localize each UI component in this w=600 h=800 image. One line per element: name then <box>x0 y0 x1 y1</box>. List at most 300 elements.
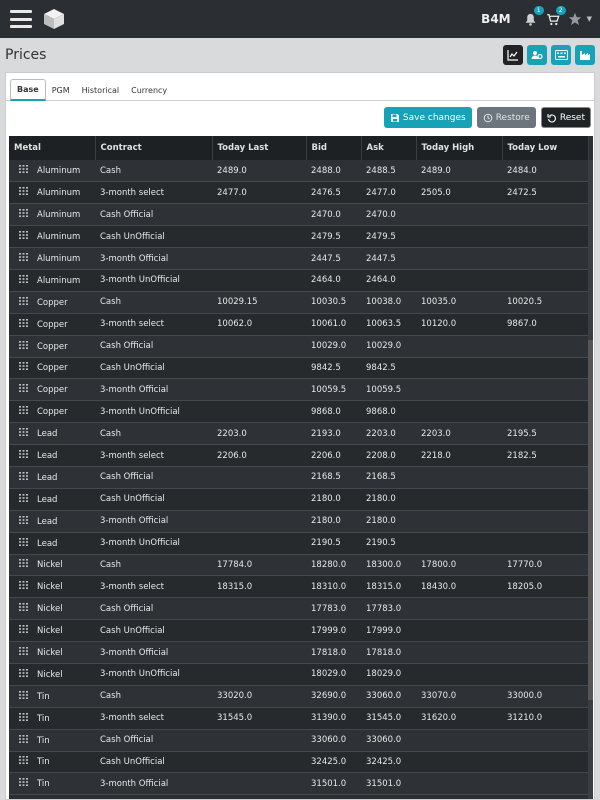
metal-label: Nickel <box>37 669 63 680</box>
metal-cell <box>9 379 95 401</box>
drag-handle-icon[interactable] <box>19 450 28 461</box>
table-cell: 10120.0 <box>421 319 457 330</box>
table-cell: 10030.5 <box>311 297 347 308</box>
table-cell: Cash <box>100 559 121 570</box>
table-cell <box>502 751 588 773</box>
table-row[interactable] <box>9 510 588 532</box>
column-header[interactable]: Today Low <box>502 136 588 160</box>
table-row[interactable] <box>9 685 588 707</box>
table-row[interactable] <box>9 466 588 488</box>
metal-cell <box>9 182 95 204</box>
column-header[interactable]: Today Last <box>212 136 306 160</box>
table-cell: 3-month Official <box>100 516 169 527</box>
metal-label: Copper <box>37 363 68 374</box>
drag-handle-icon[interactable] <box>19 406 28 417</box>
table-cell: 2479.5 <box>311 231 341 242</box>
metal-cell <box>9 620 95 642</box>
table-cell <box>416 379 502 401</box>
table-row[interactable] <box>9 620 588 642</box>
tab-base[interactable]: Base <box>10 79 46 101</box>
table-cell: 2489.0 <box>217 165 247 176</box>
drag-handle-icon[interactable] <box>19 165 28 176</box>
table-cell <box>416 226 502 248</box>
table-cell <box>502 598 588 620</box>
table-row[interactable] <box>9 445 588 467</box>
reset-label: Reset <box>559 112 585 123</box>
table-cell: 10035.0 <box>421 297 457 308</box>
table-cell: 10029.0 <box>366 341 402 352</box>
table-cell <box>212 642 306 664</box>
table-cell: Cash UnOfficial <box>100 231 165 242</box>
drag-handle-icon[interactable] <box>19 778 28 789</box>
table-cell <box>416 488 502 510</box>
table-cell: 2447.5 <box>311 253 341 264</box>
table-cell <box>502 466 588 488</box>
drag-handle-icon[interactable] <box>19 647 28 658</box>
chevron-down-icon[interactable]: ▼ <box>586 15 592 23</box>
table-cell: 2180.0 <box>311 494 341 505</box>
drag-handle-icon[interactable] <box>19 231 28 242</box>
table-cell: Cash Official <box>100 341 154 352</box>
metal-label: Nickel <box>37 560 63 571</box>
metal-cell <box>9 663 95 685</box>
table-cell: 17800.0 <box>421 559 457 570</box>
table-cell: 10029.15 <box>217 297 258 308</box>
drag-handle-icon[interactable] <box>19 713 28 724</box>
page-title: Prices <box>5 47 47 63</box>
table-row[interactable] <box>9 488 588 510</box>
table-cell <box>212 466 306 488</box>
table-cell <box>502 204 588 226</box>
table-cell: 2447.5 <box>366 253 396 264</box>
table-cell: 33070.0 <box>421 691 457 702</box>
action-bar <box>6 101 594 135</box>
drag-handle-icon[interactable] <box>19 669 28 680</box>
table-cell <box>212 204 306 226</box>
save-changes-button[interactable] <box>384 107 472 128</box>
drag-handle-icon[interactable] <box>19 362 28 373</box>
table-cell <box>212 269 306 291</box>
table-cell: 18029.0 <box>366 669 402 680</box>
table-cell <box>212 532 306 554</box>
metal-cell <box>9 204 95 226</box>
table-cell: 2195.5 <box>507 428 537 439</box>
table-cell: 10020.5 <box>507 297 543 308</box>
metal-label: Nickel <box>37 604 63 615</box>
restore-label: Restore <box>495 112 530 123</box>
metal-label: Lead <box>37 429 58 440</box>
table-cell: 2470.0 <box>366 209 396 220</box>
table-cell <box>502 335 588 357</box>
table-cell <box>502 269 588 291</box>
metal-cell <box>9 532 95 554</box>
table-row[interactable] <box>9 313 588 335</box>
table-cell: 31210.0 <box>507 713 543 724</box>
column-header[interactable]: Bid <box>306 136 361 160</box>
metal-cell <box>9 466 95 488</box>
metal-cell <box>9 313 95 335</box>
table-cell <box>212 357 306 379</box>
drag-handle-icon[interactable] <box>19 472 28 483</box>
table-cell: 10059.5 <box>311 384 347 395</box>
table-row[interactable] <box>9 532 588 554</box>
metal-cell <box>9 335 95 357</box>
tab-currency[interactable]: Currency <box>131 86 168 95</box>
table-cell: Cash UnOfficial <box>100 756 165 767</box>
page-header <box>0 38 600 72</box>
table-cell: 2203.0 <box>366 428 396 439</box>
metal-cell <box>9 248 95 270</box>
table-cell: 33020.0 <box>217 691 253 702</box>
table-cell: 31620.0 <box>421 713 457 724</box>
undo-icon <box>547 113 557 123</box>
table-cell: 17818.0 <box>366 647 402 658</box>
table-cell: 32425.0 <box>366 756 402 767</box>
table-row[interactable] <box>9 663 588 685</box>
metal-label: Copper <box>37 341 68 352</box>
metal-cell <box>9 554 95 576</box>
metal-label: Aluminum <box>37 166 81 177</box>
metal-label: Nickel <box>37 582 63 593</box>
metal-cell <box>9 576 95 598</box>
table-row[interactable] <box>9 576 588 598</box>
table-header-row <box>9 136 588 160</box>
table-cell: 2489.0 <box>421 165 451 176</box>
drag-handle-icon[interactable] <box>19 187 28 198</box>
drag-handle-icon[interactable] <box>19 209 28 220</box>
table-cell: Cash UnOfficial <box>100 362 165 373</box>
table-cell: 2476.5 <box>311 187 341 198</box>
cube-logo-icon[interactable] <box>42 7 66 31</box>
table-cell: 3-month Official <box>100 647 169 658</box>
notification-badge: 1 <box>534 6 544 15</box>
metal-label: Lead <box>37 516 58 527</box>
table-cell: 10063.5 <box>366 319 402 330</box>
table-cell <box>416 401 502 423</box>
metal-label: Nickel <box>37 626 63 637</box>
table-cell: 2180.0 <box>366 494 396 505</box>
table-row[interactable] <box>9 707 588 729</box>
table-cell <box>416 269 502 291</box>
table-cell: 17999.0 <box>311 625 347 636</box>
drag-handle-icon[interactable] <box>19 538 28 549</box>
drag-handle-icon[interactable] <box>19 428 28 439</box>
column-header[interactable]: Today High <box>416 136 502 160</box>
metal-cell <box>9 751 95 773</box>
metal-label: Lead <box>37 538 58 549</box>
table-cell: 2203.0 <box>217 428 247 439</box>
table-cell: 18315.0 <box>366 581 402 592</box>
table-cell <box>416 510 502 532</box>
table-cell <box>416 248 502 270</box>
table-row[interactable] <box>9 751 588 773</box>
table-cell <box>416 357 502 379</box>
keyboard-icon[interactable] <box>551 45 571 65</box>
table-cell: 18029.0 <box>311 669 347 680</box>
column-header[interactable]: Contract <box>95 136 212 160</box>
table-row[interactable] <box>9 248 588 270</box>
table-cell <box>416 598 502 620</box>
metal-label: Copper <box>37 385 68 396</box>
table-cell: 17770.0 <box>507 559 543 570</box>
table-cell: 2206.0 <box>311 450 341 461</box>
table-cell: 32425.0 <box>311 756 347 767</box>
scrollbar-thumb[interactable] <box>588 340 593 700</box>
table-cell <box>416 466 502 488</box>
table-cell: 2488.5 <box>366 165 396 176</box>
table-cell: 2505.0 <box>421 187 451 198</box>
table-cell <box>416 335 502 357</box>
table-cell: 3-month UnOfficial <box>100 669 180 680</box>
drag-handle-icon[interactable] <box>19 253 28 264</box>
table-cell: 2484.0 <box>507 165 537 176</box>
table-cell <box>502 729 588 751</box>
table-cell <box>212 620 306 642</box>
table-cell: 3-month Official <box>100 384 169 395</box>
table-cell: 3-month UnOfficial <box>100 275 180 286</box>
table-cell: 33000.0 <box>507 691 543 702</box>
reset-button[interactable] <box>541 107 591 128</box>
metal-label: Tin <box>37 779 50 790</box>
metal-label: Copper <box>37 407 68 418</box>
metal-label: Lead <box>37 451 58 462</box>
table-row[interactable] <box>9 291 588 313</box>
table-cell: 10062.0 <box>217 319 253 330</box>
table-cell <box>212 379 306 401</box>
table-cell: 18300.0 <box>366 559 402 570</box>
table-cell <box>502 663 588 685</box>
drag-handle-icon[interactable] <box>19 494 28 505</box>
table-row[interactable] <box>9 598 588 620</box>
prices-card <box>5 72 595 800</box>
metal-cell <box>9 445 95 467</box>
metal-label: Tin <box>37 735 50 746</box>
table-cell <box>212 751 306 773</box>
metal-cell <box>9 685 95 707</box>
history-icon <box>483 113 493 123</box>
table-row[interactable] <box>9 269 588 291</box>
industry-icon[interactable] <box>575 45 595 65</box>
table-cell: 2218.0 <box>421 450 451 461</box>
table-cell: 9842.5 <box>366 362 396 373</box>
table-cell: 3-month Official <box>100 778 169 789</box>
table-cell <box>212 729 306 751</box>
table-cell: 9868.0 <box>366 406 396 417</box>
table-cell: 2193.0 <box>311 428 341 439</box>
metal-label: Tin <box>37 757 50 768</box>
users-cog-icon[interactable] <box>527 45 547 65</box>
table-cell: 18280.0 <box>311 559 347 570</box>
table-cell: 10061.0 <box>311 319 347 330</box>
menu-icon[interactable] <box>10 8 32 30</box>
table-cell: 31545.0 <box>217 713 253 724</box>
table-cell: 32690.0 <box>311 691 347 702</box>
drag-handle-icon[interactable] <box>19 603 28 614</box>
table-cell <box>502 532 588 554</box>
table-cell: Cash Official <box>100 735 154 746</box>
table-cell: 31390.0 <box>311 713 347 724</box>
metal-label: Copper <box>37 319 68 330</box>
metal-cell <box>9 357 95 379</box>
tab-bar <box>6 73 594 101</box>
table-cell <box>502 773 588 795</box>
table-cell <box>212 226 306 248</box>
drag-handle-icon[interactable] <box>19 756 28 767</box>
table-cell <box>416 532 502 554</box>
table-cell: 17818.0 <box>311 647 347 658</box>
table-cell <box>212 663 306 685</box>
metal-label: Aluminum <box>37 275 81 286</box>
table-cell: 2206.0 <box>217 450 247 461</box>
table-cell: 2203.0 <box>421 428 451 439</box>
drag-handle-icon[interactable] <box>19 735 28 746</box>
table-cell: 33060.0 <box>366 691 402 702</box>
prices-table-container <box>9 136 593 800</box>
table-cell: 10038.0 <box>366 297 402 308</box>
drag-handle-icon[interactable] <box>19 516 28 527</box>
drag-handle-icon[interactable] <box>19 275 28 286</box>
metal-label: Aluminum <box>37 188 81 199</box>
table-cell <box>502 226 588 248</box>
table-row[interactable] <box>9 160 588 182</box>
table-row[interactable] <box>9 423 588 445</box>
table-cell <box>502 379 588 401</box>
cart-badge: 2 <box>556 6 566 15</box>
metal-label: Aluminum <box>37 254 81 264</box>
metal-cell <box>9 642 95 664</box>
table-cell: Cash <box>100 165 121 176</box>
table-row[interactable] <box>9 226 588 248</box>
table-cell: 33060.0 <box>366 735 402 746</box>
table-cell: 18315.0 <box>217 581 253 592</box>
table-cell: 3-month UnOfficial <box>100 538 180 549</box>
table-scrollbar[interactable] <box>588 160 593 800</box>
table-cell: 31501.0 <box>366 778 402 789</box>
table-cell: 2182.5 <box>507 450 537 461</box>
table-cell: 3-month select <box>100 319 165 330</box>
metal-label: Nickel <box>37 648 63 659</box>
drag-handle-icon[interactable] <box>19 341 28 352</box>
table-cell: Cash UnOfficial <box>100 494 165 505</box>
drag-handle-icon[interactable] <box>19 559 28 570</box>
restore-button[interactable] <box>477 107 536 128</box>
column-header[interactable]: Metal <box>9 136 95 160</box>
table-cell: 18205.0 <box>507 581 543 592</box>
table-cell: 18310.0 <box>311 581 347 592</box>
tab-historical[interactable]: Historical <box>81 86 120 95</box>
table-cell: 2472.5 <box>507 187 537 198</box>
table-cell: 17784.0 <box>217 559 253 570</box>
table-cell: 2208.0 <box>366 450 396 461</box>
table-row[interactable] <box>9 401 588 423</box>
table-cell: Cash Official <box>100 209 154 220</box>
table-cell: 2477.0 <box>217 187 247 198</box>
metal-label: Tin <box>37 691 50 702</box>
table-cell: 3-month select <box>100 713 165 724</box>
table-cell: 2190.5 <box>311 538 341 549</box>
save-changes-label: Save changes <box>402 112 466 123</box>
metal-label: Aluminum <box>37 210 81 221</box>
table-cell: 3-month Official <box>100 253 169 264</box>
metal-cell <box>9 773 95 795</box>
table-cell <box>212 488 306 510</box>
table-cell <box>502 401 588 423</box>
table-row[interactable] <box>9 379 588 401</box>
brand-label[interactable]: B4M <box>481 12 511 26</box>
metal-cell <box>9 160 95 182</box>
table-row[interactable] <box>9 554 588 576</box>
table-cell <box>502 357 588 379</box>
table-cell: 31501.0 <box>311 778 347 789</box>
table-cell: 33060.0 <box>311 735 347 746</box>
metal-cell <box>9 510 95 532</box>
table-cell: 2464.0 <box>311 275 341 286</box>
drag-handle-icon[interactable] <box>19 625 28 636</box>
table-cell <box>416 204 502 226</box>
metal-cell <box>9 707 95 729</box>
table-cell: 2180.0 <box>311 516 341 527</box>
table-row[interactable] <box>9 204 588 226</box>
table-cell <box>416 729 502 751</box>
table-cell: Cash UnOfficial <box>100 625 165 636</box>
table-cell <box>416 773 502 795</box>
metal-cell <box>9 598 95 620</box>
bell-icon[interactable] <box>523 7 541 27</box>
table-cell: Cash Official <box>100 603 154 614</box>
table-cell: 9867.0 <box>507 319 537 330</box>
table-row[interactable] <box>9 642 588 664</box>
table-cell: 2190.5 <box>366 538 396 549</box>
table-cell: 10029.0 <box>311 341 347 352</box>
drag-handle-icon[interactable] <box>19 691 28 702</box>
table-row[interactable] <box>9 773 588 795</box>
cart-icon[interactable] <box>545 7 563 27</box>
drag-handle-icon[interactable] <box>19 581 28 592</box>
table-cell <box>212 401 306 423</box>
metal-cell <box>9 423 95 445</box>
table-cell <box>502 488 588 510</box>
table-cell <box>212 773 306 795</box>
table-cell: Cash Official <box>100 472 154 483</box>
table-cell: 2470.0 <box>311 209 341 220</box>
metal-label: Lead <box>37 494 58 505</box>
metal-cell <box>9 729 95 751</box>
metal-cell <box>9 269 95 291</box>
table-row[interactable] <box>9 729 588 751</box>
table-cell: 2464.0 <box>366 275 396 286</box>
table-row[interactable] <box>9 335 588 357</box>
table-cell: 17999.0 <box>366 625 402 636</box>
table-row[interactable] <box>9 182 588 204</box>
table-cell: 2477.0 <box>366 187 396 198</box>
header-tools <box>503 45 595 65</box>
table-cell <box>502 620 588 642</box>
tab-pgm[interactable]: PGM <box>51 86 70 95</box>
drag-handle-icon[interactable] <box>19 319 28 330</box>
table-cell: 3-month select <box>100 187 165 198</box>
table-row[interactable] <box>9 357 588 379</box>
star-icon[interactable] <box>567 11 583 27</box>
metal-cell <box>9 291 95 313</box>
drag-handle-icon[interactable] <box>19 384 28 395</box>
table-cell: 31545.0 <box>366 713 402 724</box>
table-cell: Cash <box>100 691 121 702</box>
chart-line-icon[interactable] <box>503 45 523 65</box>
table-cell: 2488.0 <box>311 165 341 176</box>
table-cell <box>502 510 588 532</box>
drag-handle-icon[interactable] <box>19 297 28 308</box>
column-header[interactable]: Ask <box>361 136 416 160</box>
